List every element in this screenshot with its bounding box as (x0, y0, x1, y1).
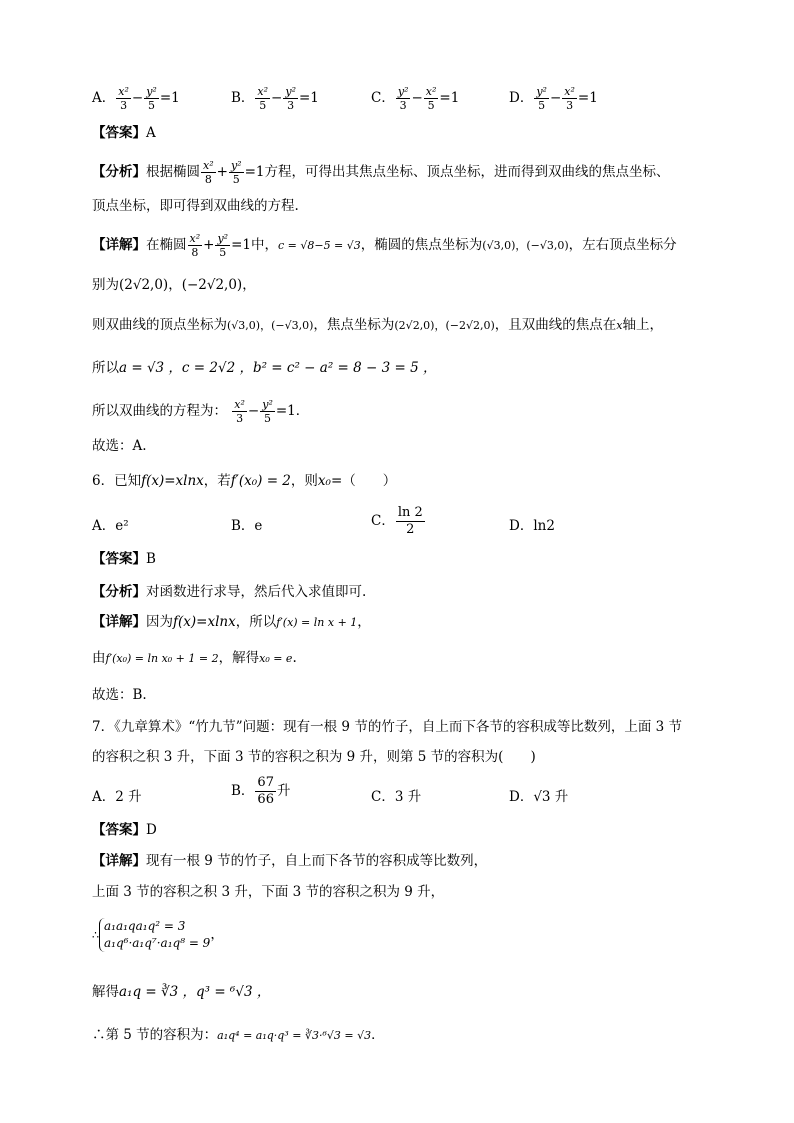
q5-option-d: D． $\frac{\text{y²}}{5}$ − $\frac{\text{x²}}{3}$ =1 (509, 85, 598, 112)
q5-answer: 【答案】A (92, 125, 156, 141)
q7-detail-line-2: 上面 3 节的容积之积 3 升，下面 3 节的容积之积为 9 升， (92, 884, 445, 900)
q5-option-a: A． $\frac{\text{x²}}{3}$ − $\frac{\text{y²}}{5}$ =1 (92, 85, 180, 112)
q6-option-a: A．e² (92, 518, 129, 534)
q6-analysis: 【分析】对函数进行求导，然后代入求值即可. (92, 584, 367, 600)
q5-analysis-line-1: 【分析】根据椭圆 $\frac{\text{x²}}{8}$ + $\frac{\text{y²}}{5}$ =1方程，可得出其焦点坐标、顶点坐标，进而得到双曲线的焦点坐标、 (92, 159, 670, 186)
fraction: $\frac{\text{y²}}{5}$ (146, 85, 157, 112)
fraction: $\frac{\text{y²}}{5}$ (536, 85, 547, 112)
q5-choose: 故选：A. (92, 438, 147, 454)
fraction: $\frac{\text{x²}}{5}$ (425, 85, 437, 112)
fraction: $\frac{\text{x²}}{3}$ (234, 398, 245, 425)
q7-equation-system: ∴ a₁a₁qa₁q² = 3 a₁q⁶·a₁q⁷·a₁q⁸ = 9 ， (92, 919, 224, 950)
fraction: $\frac{\text{y²}}{5}$ (217, 232, 229, 259)
q6-detail-line-1: 【详解】因为f(x)=xlnx，所以f′(x) = ln x + 1， (92, 614, 371, 630)
q6-answer: 【答案】B (92, 551, 156, 567)
q5-detail-line-2: 别为(2√2,0)，(−2√2,0)， (92, 277, 256, 293)
fraction: $\frac{\text{x²}}{8}$ (203, 159, 214, 186)
q5-detail-line-3: 则双曲线的顶点坐标为(√3,0)，(−√3,0)，焦点坐标为(2√2,0)，(−2√2,0)，且双曲线的焦点在x轴上， (92, 317, 663, 333)
q5-option-b: B． $\frac{\text{x²}}{5}$ − $\frac{\text{y²}}{3}$ =1 (231, 85, 319, 112)
q7-option-c: C．3 升 (371, 789, 422, 805)
q7-option-a: A．2 升 (92, 789, 142, 805)
fraction: $\frac{\text{x²}}{3}$ (564, 85, 575, 112)
fraction: $\frac{\text{x²}}{8}$ (189, 232, 201, 259)
q7-answer: 【答案】D (92, 822, 157, 838)
fraction: $\frac{67}{66}$ (257, 775, 274, 807)
fraction: $\frac{\text{x²}}{5}$ (257, 85, 269, 112)
q6-option-d: D．ln2 (509, 518, 555, 534)
q5-detail-line-5: 所以双曲线的方程为： $\frac{\text{x²}}{3}$ − $\frac{\text{y²}}{5}$ =1． (92, 398, 310, 425)
brace-system: a₁a₁qa₁q² = 3 a₁q⁶·a₁q⁷·a₁q⁸ = 9 (99, 918, 210, 952)
q7-detail-line-1: 【详解】现有一根 9 节的竹子，自上而下各节的容积成等比数列， (92, 853, 488, 869)
fraction: $\frac{\text{x²}}{3}$ (118, 85, 129, 112)
q6-option-c: C． $\frac{\ln 2}{2}$ (371, 505, 423, 537)
q6-choose: 故选：B. (92, 687, 147, 703)
fraction: $\frac{\text{y²}}{5}$ (262, 398, 273, 425)
q7-stem-line-1: 7．《九章算术》“竹九节”问题：现有一根 9 节的竹子，自上而下各节的容积成等比数列，上面 3 节 (92, 719, 682, 735)
fraction: $\frac{\text{y²}}{3}$ (285, 85, 296, 112)
q6-option-b: B．e (231, 518, 263, 534)
fraction: $\frac{\text{y²}}{5}$ (230, 159, 242, 186)
q5-detail-line-1: 【详解】在椭圆 $\frac{\text{x²}}{8}$ + $\frac{\text{y²}}{5}$ =1中，c = √8−5 = √3，椭圆的焦点坐标为(√3,0)，(−√3,0)，左右顶点坐标分 (92, 232, 677, 259)
q5-analysis-line-2: 顶点坐标，即可得到双曲线的方程. (92, 198, 299, 214)
q7-option-b: B． $\frac{67}{66}$ 升 (231, 775, 291, 807)
fraction: $\frac{\ln 2}{2}$ (397, 505, 423, 537)
q7-final: ∴第 5 节的容积为：a₁q⁴ = a₁q·q³ = ∛3·⁶√3 = √3． (92, 1027, 385, 1043)
q7-stem-line-2: 的容积之积 3 升，下面 3 节的容积之积为 9 升，则第 5 节的容积为( ) (92, 749, 536, 765)
q7-option-d: D．√3 升 (509, 789, 569, 805)
q5-option-c: C． $\frac{\text{y²}}{3}$ − $\frac{\text{x²}}{5}$ =1 (371, 85, 460, 112)
q5-detail-line-4: 所以a = √3 ，c = 2√2 ，b² = c² − a² = 8 − 3 = 5 ， (92, 360, 437, 376)
q6-detail-line-2: 由f′(x₀) = ln x₀ + 1 = 2，解得x₀ = e. (92, 650, 297, 666)
q7-solve: 解得a₁q = ∛3 ，q³ = ⁶√3 ， (92, 984, 271, 1000)
q6-stem: 6．已知f(x)=xlnx，若f′(x₀) = 2，则x₀=（ ） (92, 473, 397, 489)
fraction: $\frac{\text{y²}}{3}$ (397, 85, 409, 112)
